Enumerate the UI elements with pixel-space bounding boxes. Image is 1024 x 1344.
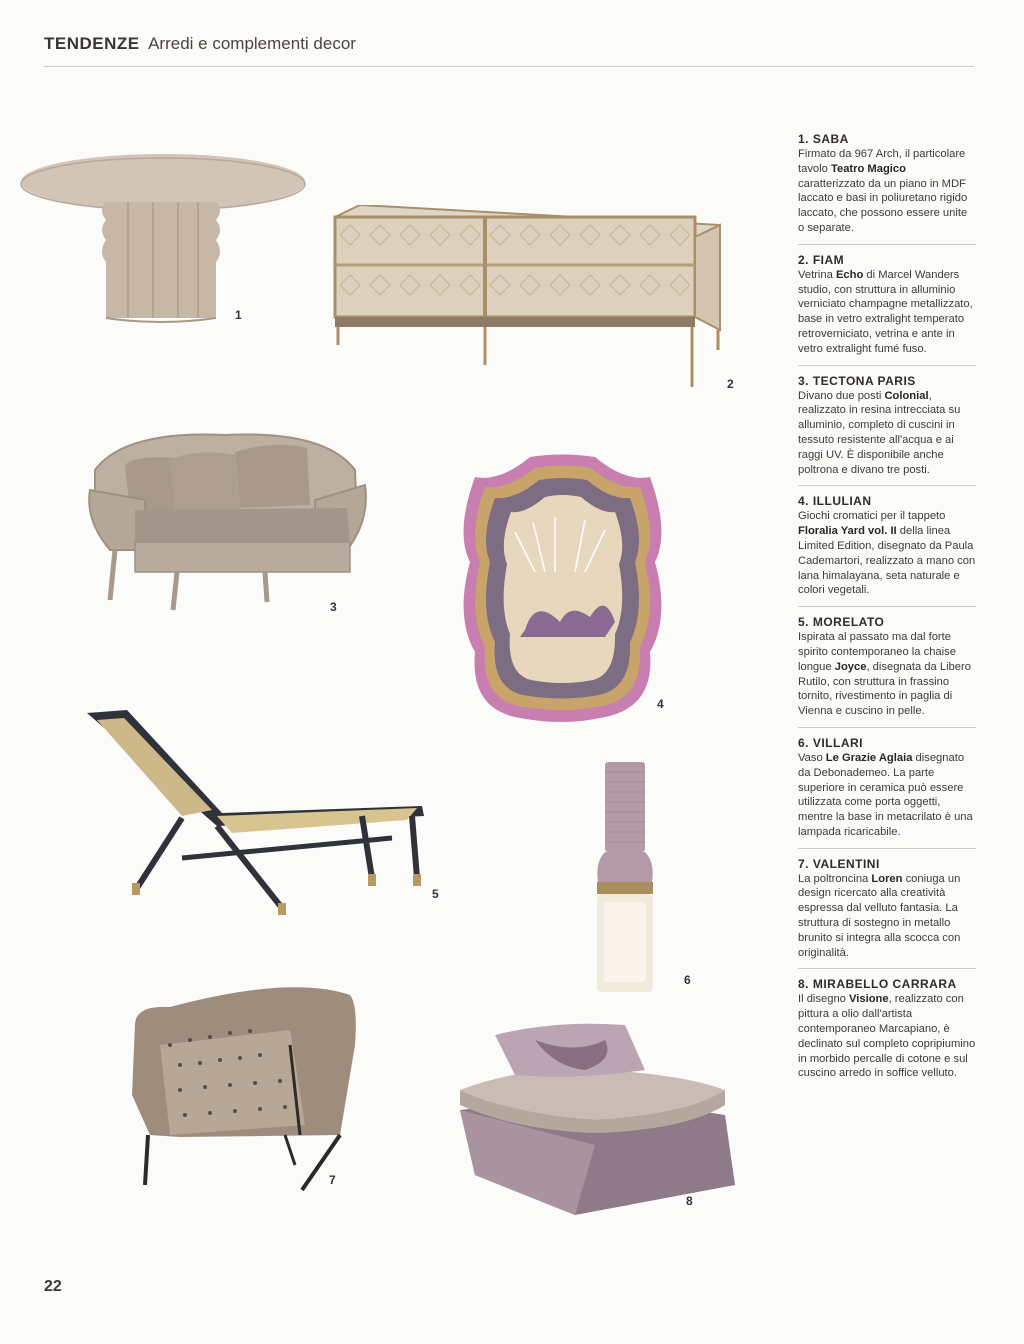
armchair-image	[130, 985, 358, 1195]
table-image	[18, 150, 308, 330]
product-brand: 8. MIRABELLO CARRARA	[798, 977, 957, 992]
description-text: , realizzato con pittura a olio dall'artista contemporaneo Marcapiano, è declinato sul completo copripiumino in morbido percalle di cotone e sul cuscino arredo in soffice velluto.	[798, 993, 976, 1080]
description-text: della linea Limited Edition, disegnato da Paula Cademartori, realizzato a mano con lana himalayana, seta naturale e colori vegetali.	[798, 525, 976, 597]
product-name: Colonial	[884, 389, 929, 402]
product-name: Floralia Yard vol. II	[798, 525, 897, 538]
product-name: Loren	[871, 872, 903, 885]
product-entry	[798, 855, 976, 970]
product-number-6: 6	[684, 973, 691, 987]
product-brand: 4. ILLULIAN	[798, 494, 872, 509]
product-number-3: 3	[330, 600, 337, 614]
product-brand: 2. FIAM	[798, 252, 845, 267]
description-text: Il disegno	[798, 993, 849, 1006]
product-description	[798, 389, 976, 478]
bedding-image	[455, 1015, 740, 1215]
product-description	[798, 872, 976, 961]
product-description	[798, 751, 976, 840]
description-text: coniuga un design ricercato alla creatività espressa dal velluto fantasia. La struttura di sostegno in metallo brunito si integra alla scocca con originalità.	[798, 872, 961, 959]
product-brand: 6. VILLARI	[798, 735, 864, 750]
product-entry	[798, 975, 976, 1089]
product-number-5: 5	[432, 887, 439, 901]
product-description	[798, 509, 976, 598]
product-number-1: 1	[235, 308, 242, 322]
sofa-image	[85, 430, 370, 615]
description-text: Vaso	[798, 751, 826, 764]
product-brand: 1. SABA	[798, 132, 849, 146]
product-entry	[798, 251, 976, 366]
description-text: Vetrina	[798, 268, 836, 281]
product-entry	[798, 372, 976, 487]
product-description	[798, 992, 976, 1081]
product-name: Le Grazie Aglaia	[825, 751, 913, 764]
product-brand: 5. MORELATO	[798, 615, 885, 630]
product-number-7: 7	[329, 1173, 336, 1187]
section-title: TENDENZE	[44, 34, 140, 53]
page-header	[44, 34, 974, 67]
product-brand: 7. VALENTINI	[798, 856, 880, 871]
product-name: Echo	[835, 268, 864, 281]
product-entry	[798, 734, 976, 849]
description-text: Giochi cromatici per il tappeto	[798, 510, 946, 523]
product-name: Teatro Magico	[830, 162, 906, 175]
product-entry	[798, 130, 976, 245]
product-name: Joyce	[834, 660, 867, 673]
section-subtitle: Arredi e complementi decor	[148, 34, 356, 53]
description-text: Divano due posti	[798, 389, 885, 402]
vitrine-image	[330, 205, 725, 390]
page-number: 22	[44, 1278, 62, 1295]
product-description	[798, 268, 976, 357]
product-entry	[798, 492, 976, 607]
product-description	[798, 147, 976, 236]
chaise-longue-image	[82, 708, 432, 923]
description-text: disegnato da Debonademeo. La parte superiore in ceramica può essere utilizzata come porta oggetti, mentre la base in metacrilato è una lampada ricaricabile.	[798, 751, 973, 838]
product-descriptions	[798, 130, 976, 1095]
product-number-2: 2	[727, 377, 734, 391]
description-text: Ispirata al passato ma dal forte spirito contemporaneo la chaise longue	[798, 631, 956, 673]
product-number-4: 4	[657, 697, 664, 711]
description-text: La poltroncina	[798, 872, 872, 885]
description-text: di Marcel Wanders studio, con struttura in alluminio verniciato champagne metallizzato, base in vetro extralight temperato retroverniciato, vetrina e ante in vetro extralight fumé fuso.	[798, 268, 973, 355]
product-entry	[798, 613, 976, 728]
vase-lamp-image	[590, 762, 670, 994]
description-text: , realizzato in resina intrecciata su alluminio, completo di cuscini in tessuto resistente all'acqua e ai raggi UV. È disponibile anche poltrona e divano tre posti.	[798, 389, 961, 476]
description-text: Firmato da 967 Arch, il particolare tavolo	[798, 148, 966, 175]
description-text: , disegnata da Libero Rutilo, con struttura in frassino tornito, rivestimento in paglia di Vienna e cuscino in pelle.	[798, 660, 971, 718]
rug-image	[455, 452, 670, 727]
product-brand: 3. TECTONA PARIS	[798, 373, 916, 388]
product-number-8: 8	[686, 1194, 693, 1208]
product-name: Visione	[849, 993, 889, 1006]
product-description	[798, 630, 976, 719]
description-text: caratterizzato da un piano in MDF laccato e basi in poliuretano rigido laccato, che possono essere unite o separate.	[798, 177, 968, 234]
